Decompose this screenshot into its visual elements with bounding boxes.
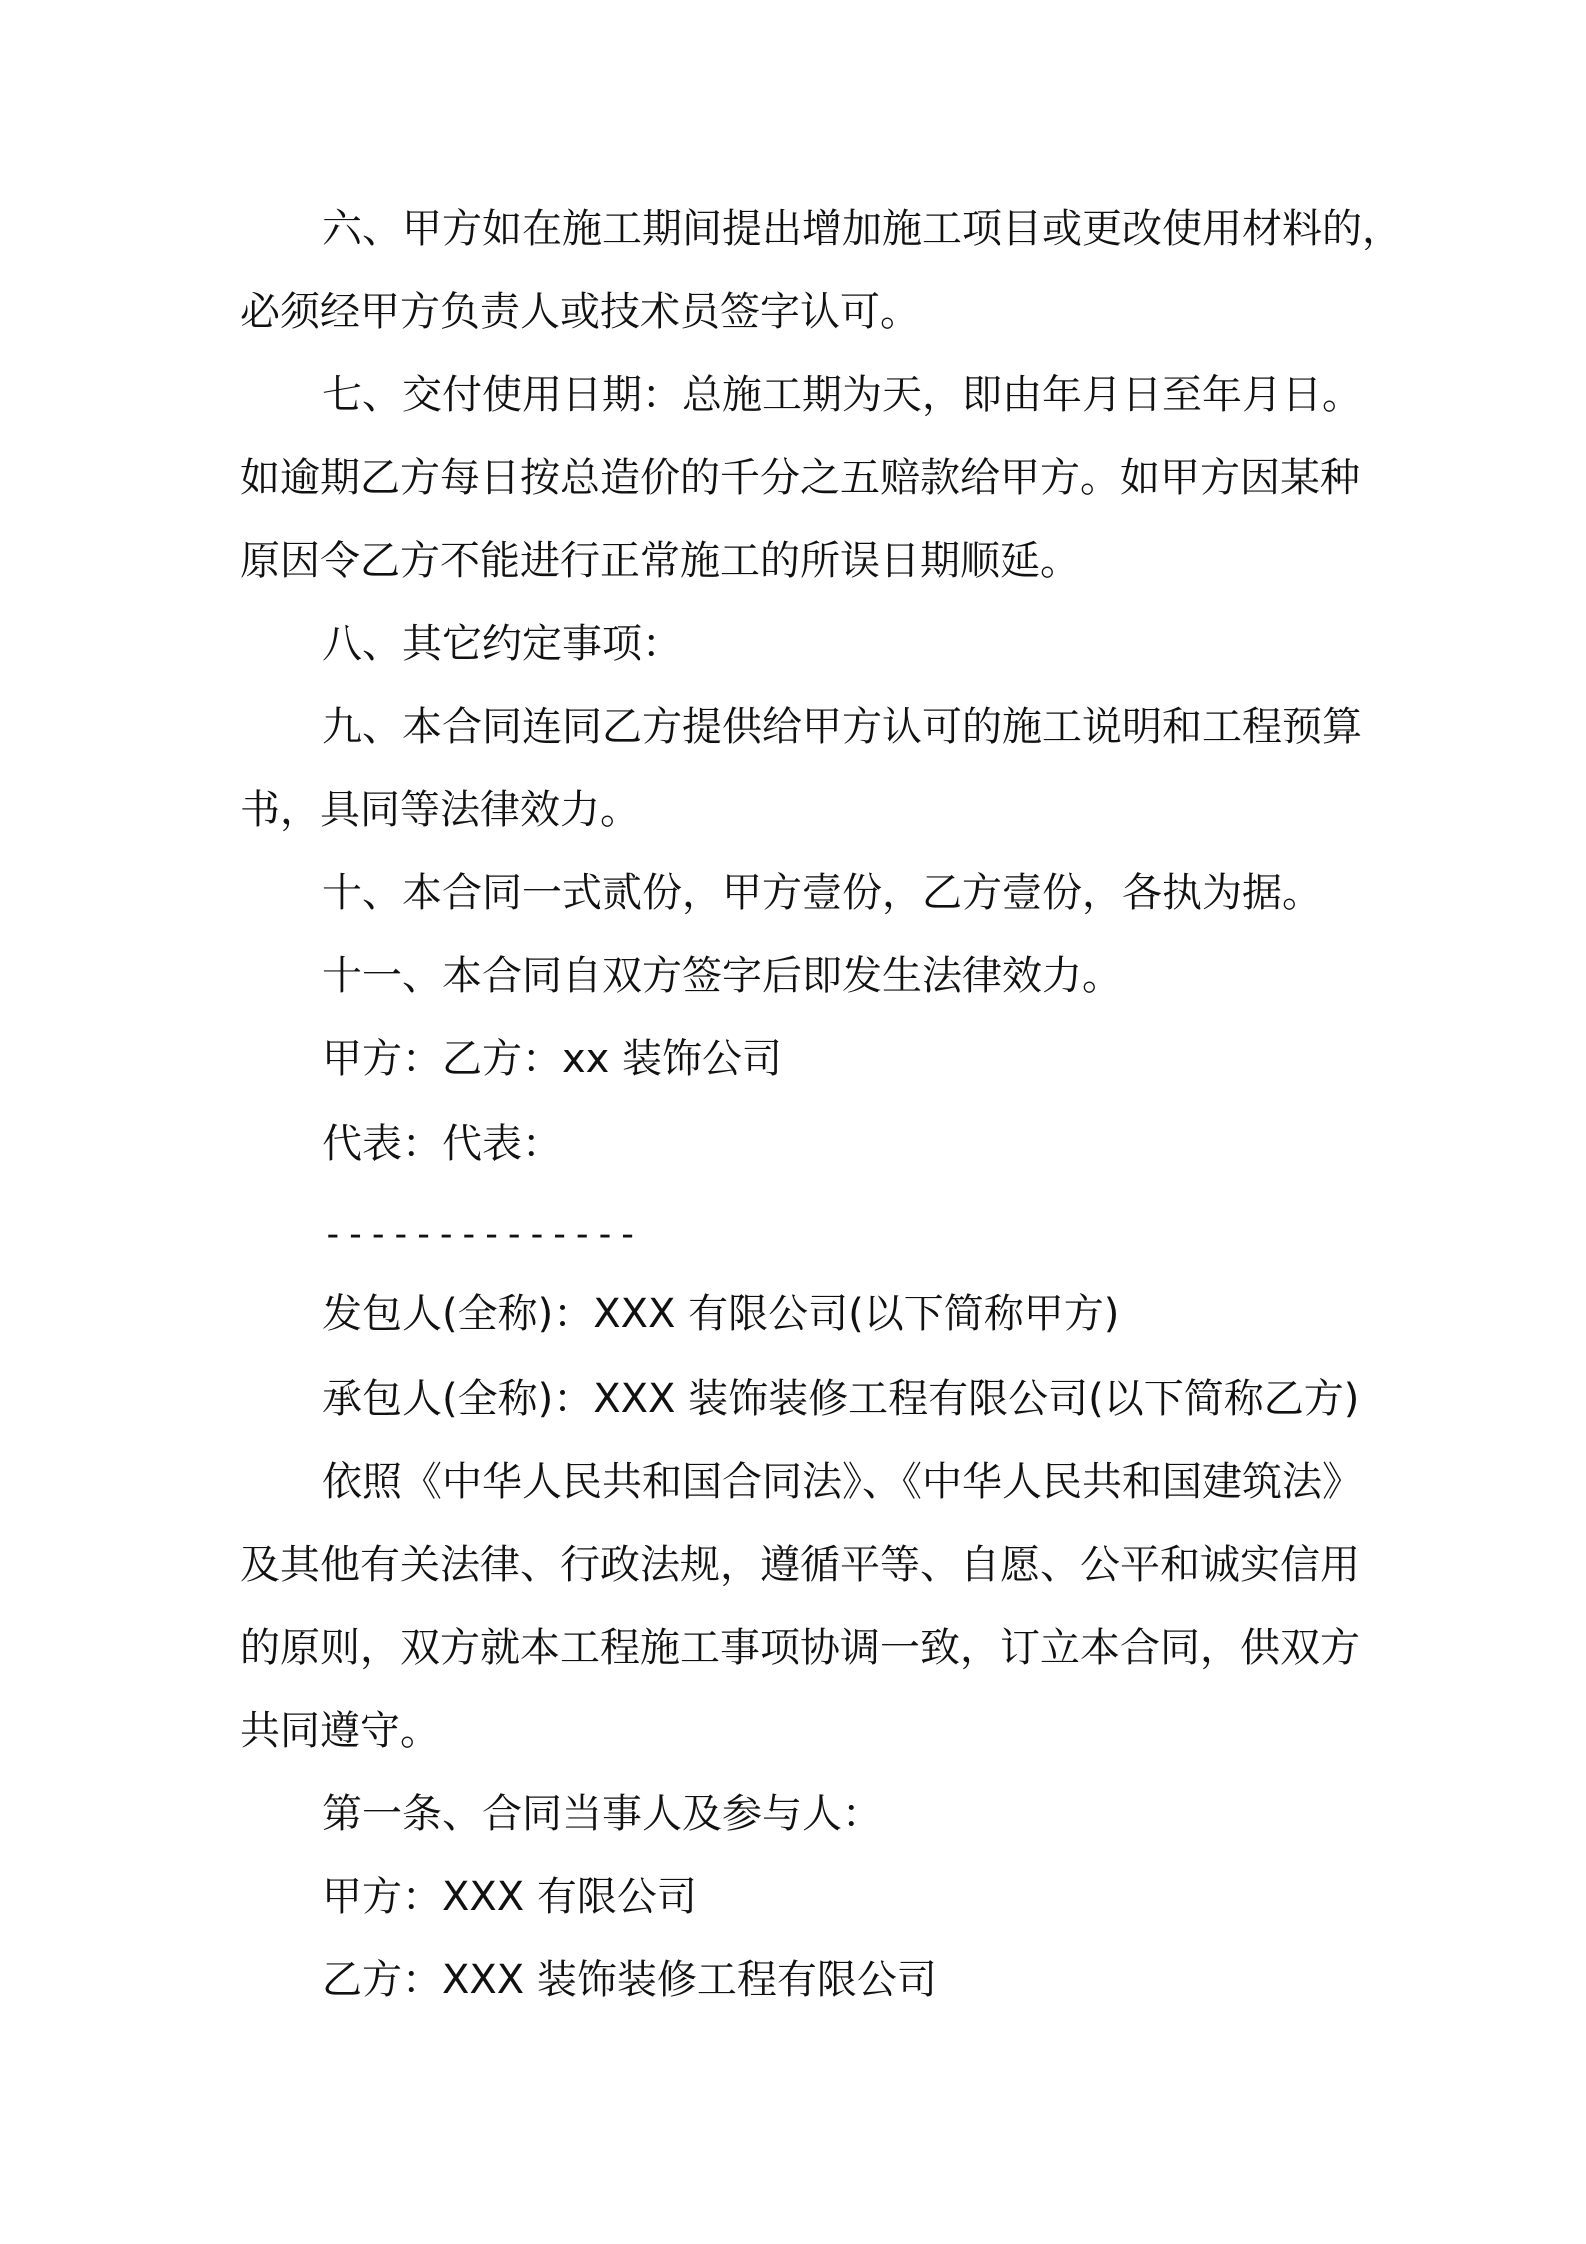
clause-7-line-1: 七、交付使用日期：总施工期为天，即由年月日至年月日。 xyxy=(322,372,1362,418)
representatives-line: 代表：代表： xyxy=(322,1121,562,1167)
party-a-name: 甲方：XXX 有限公司 xyxy=(322,1874,697,1920)
preamble-line-3: 的原则，双方就本工程施工事项协调一致，订立本合同，供双方 xyxy=(240,1625,1360,1671)
employer-full-name: 发包人(全称)：XXX 有限公司(以下简称甲方) xyxy=(322,1291,1120,1337)
clause-10: 十、本合同一式贰份，甲方壹份，乙方壹份，各执为据。 xyxy=(322,870,1322,916)
clause-8: 八、其它约定事项： xyxy=(322,621,682,667)
preamble-line-1: 依照《中华人民共和国合同法》、《中华人民共和国建筑法》 xyxy=(322,1459,1362,1505)
section-separator: -------------- xyxy=(322,1214,640,1255)
preamble-line-2: 及其他有关法律、行政法规，遵循平等、自愿、公平和诚实信用 xyxy=(240,1542,1360,1588)
preamble-line-4: 共同遵守。 xyxy=(240,1708,440,1754)
clause-6-line-2: 必须经甲方负责人或技术员签字认可。 xyxy=(240,289,920,335)
parties-signature-line: 甲方：乙方：xx 装饰公司 xyxy=(322,1036,783,1082)
clause-9-line-2: 书，具同等法律效力。 xyxy=(240,787,640,833)
article-1-heading: 第一条、合同当事人及参与人： xyxy=(322,1791,882,1837)
party-b-name: 乙方：XXX 装饰装修工程有限公司 xyxy=(322,1957,937,2003)
clause-7-line-2: 如逾期乙方每日按总造价的千分之五赔款给甲方。如甲方因某种 xyxy=(240,455,1360,501)
contractor-full-name: 承包人(全称)：XXX 装饰装修工程有限公司(以下简称乙方) xyxy=(322,1376,1360,1422)
clause-6-line-1: 六、甲方如在施工期间提出增加施工项目或更改使用材料的， xyxy=(322,206,1402,252)
clause-11: 十一、本合同自双方签字后即发生法律效力。 xyxy=(322,953,1122,999)
clause-9-line-1: 九、本合同连同乙方提供给甲方认可的施工说明和工程预算 xyxy=(322,704,1362,750)
clause-7-line-3: 原因令乙方不能进行正常施工的所误日期顺延。 xyxy=(240,538,1080,584)
